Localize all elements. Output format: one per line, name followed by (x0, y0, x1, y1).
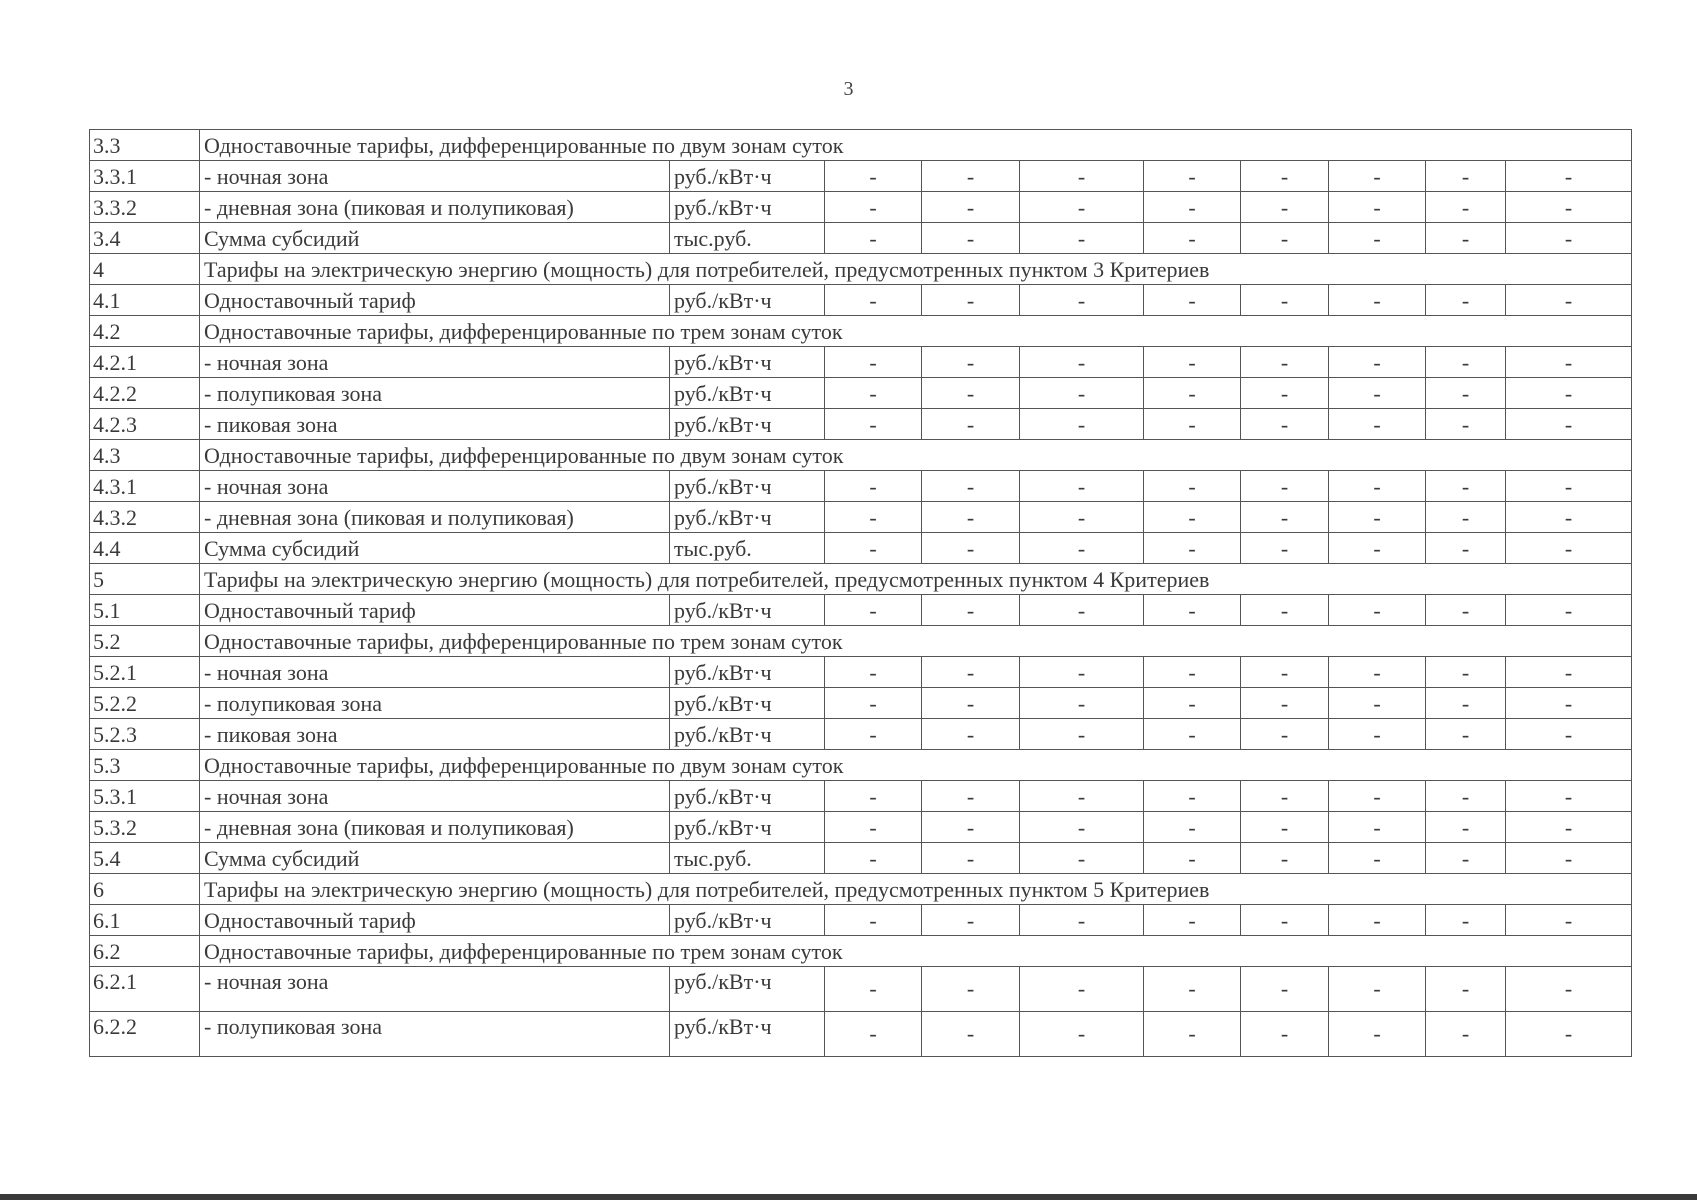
value-cell: - (1506, 409, 1632, 440)
row-number: 3.3 (90, 130, 200, 161)
value-cell: - (1426, 719, 1506, 750)
table-row (90, 223, 1632, 254)
value-cell: - (1144, 192, 1241, 223)
value-cell: - (825, 378, 922, 409)
row-number: 5.2.2 (90, 688, 200, 719)
row-label: - ночная зона (200, 967, 670, 1012)
table-row (90, 812, 1632, 843)
row-number: 4.2.2 (90, 378, 200, 409)
section-title: Одноставочные тарифы, дифференцированные по трем зонам суток (200, 626, 1632, 657)
row-number: 5.2.1 (90, 657, 200, 688)
row-unit: руб./кВт·ч (670, 347, 825, 378)
row-number: 4 (90, 254, 200, 285)
value-cell: - (1506, 192, 1632, 223)
table-row (90, 533, 1632, 564)
value-cell: - (1329, 595, 1426, 626)
value-cell: - (1020, 471, 1144, 502)
row-label: - ночная зона (200, 471, 670, 502)
row-number: 5.1 (90, 595, 200, 626)
value-cell: - (1426, 347, 1506, 378)
value-cell: - (1426, 688, 1506, 719)
value-cell: - (1144, 657, 1241, 688)
value-cell: - (922, 719, 1020, 750)
value-cell: - (1329, 719, 1426, 750)
value-cell: - (825, 192, 922, 223)
section-row (90, 750, 1632, 781)
value-cell: - (1426, 533, 1506, 564)
value-cell: - (1329, 657, 1426, 688)
row-number: 4.3.1 (90, 471, 200, 502)
value-cell: - (825, 905, 922, 936)
row-label: - полупиковая зона (200, 688, 670, 719)
value-cell: - (1144, 502, 1241, 533)
row-unit: руб./кВт·ч (670, 378, 825, 409)
value-cell: - (1329, 223, 1426, 254)
section-row (90, 254, 1632, 285)
value-cell: - (1020, 657, 1144, 688)
value-cell: - (1144, 595, 1241, 626)
row-unit: руб./кВт·ч (670, 192, 825, 223)
value-cell: - (922, 657, 1020, 688)
row-number: 4.2.3 (90, 409, 200, 440)
table-row (90, 161, 1632, 192)
row-label: - полупиковая зона (200, 378, 670, 409)
row-unit: руб./кВт·ч (670, 471, 825, 502)
row-unit: руб./кВт·ч (670, 161, 825, 192)
value-cell: - (1144, 409, 1241, 440)
value-cell: - (1020, 378, 1144, 409)
row-label: - ночная зона (200, 657, 670, 688)
value-cell: - (1241, 161, 1329, 192)
value-cell: - (922, 781, 1020, 812)
section-row (90, 936, 1632, 967)
value-cell: - (1426, 409, 1506, 440)
value-cell: - (1506, 657, 1632, 688)
value-cell: - (825, 781, 922, 812)
row-number: 4.3 (90, 440, 200, 471)
value-cell: - (1426, 502, 1506, 533)
value-cell: - (1426, 595, 1506, 626)
table-row (90, 657, 1632, 688)
value-cell: - (922, 1012, 1020, 1057)
value-cell: - (1426, 223, 1506, 254)
value-cell: - (1020, 161, 1144, 192)
table-row (90, 843, 1632, 874)
section-title: Одноставочные тарифы, дифференцированные по двум зонам суток (200, 750, 1632, 781)
value-cell: - (1144, 688, 1241, 719)
row-number: 5.3.1 (90, 781, 200, 812)
value-cell: - (922, 905, 1020, 936)
row-number: 3.3.1 (90, 161, 200, 192)
value-cell: - (1506, 719, 1632, 750)
table-row (90, 347, 1632, 378)
value-cell: - (1506, 688, 1632, 719)
value-cell: - (1144, 1012, 1241, 1057)
value-cell: - (922, 812, 1020, 843)
row-unit: руб./кВт·ч (670, 781, 825, 812)
table-row (90, 1012, 1632, 1057)
value-cell: - (1426, 285, 1506, 316)
value-cell: - (1506, 347, 1632, 378)
value-cell: - (1020, 1012, 1144, 1057)
row-label: - дневная зона (пиковая и полупиковая) (200, 192, 670, 223)
value-cell: - (1506, 905, 1632, 936)
value-cell: - (1241, 347, 1329, 378)
value-cell: - (922, 843, 1020, 874)
value-cell: - (1329, 502, 1426, 533)
value-cell: - (1144, 161, 1241, 192)
value-cell: - (1020, 905, 1144, 936)
value-cell: - (1506, 223, 1632, 254)
value-cell: - (1329, 192, 1426, 223)
value-cell: - (1426, 378, 1506, 409)
value-cell: - (825, 843, 922, 874)
value-cell: - (1329, 533, 1426, 564)
value-cell: - (825, 967, 922, 1012)
value-cell: - (1506, 595, 1632, 626)
value-cell: - (1329, 843, 1426, 874)
row-number: 5 (90, 564, 200, 595)
table-row (90, 502, 1632, 533)
value-cell: - (1241, 719, 1329, 750)
row-label: - пиковая зона (200, 409, 670, 440)
value-cell: - (1144, 719, 1241, 750)
value-cell: - (1241, 378, 1329, 409)
bottom-rule (0, 1194, 1697, 1200)
value-cell: - (922, 192, 1020, 223)
value-cell: - (1329, 378, 1426, 409)
value-cell: - (1506, 843, 1632, 874)
row-unit: тыс.руб. (670, 843, 825, 874)
value-cell: - (1241, 905, 1329, 936)
row-number: 4.1 (90, 285, 200, 316)
value-cell: - (1144, 471, 1241, 502)
section-title: Одноставочные тарифы, дифференцированные по трем зонам суток (200, 316, 1632, 347)
value-cell: - (922, 688, 1020, 719)
row-unit: руб./кВт·ч (670, 812, 825, 843)
section-row (90, 564, 1632, 595)
value-cell: - (1241, 781, 1329, 812)
value-cell: - (825, 595, 922, 626)
table-row (90, 285, 1632, 316)
row-number: 5.3 (90, 750, 200, 781)
value-cell: - (1144, 781, 1241, 812)
value-cell: - (1241, 812, 1329, 843)
value-cell: - (1020, 502, 1144, 533)
row-number: 5.3.2 (90, 812, 200, 843)
row-number: 5.4 (90, 843, 200, 874)
value-cell: - (1241, 285, 1329, 316)
section-title: Тарифы на электрическую энергию (мощность) для потребителей, предусмотренных пунктом 3 Критериев (200, 254, 1632, 285)
value-cell: - (825, 347, 922, 378)
value-cell: - (1144, 285, 1241, 316)
value-cell: - (922, 285, 1020, 316)
row-label: - ночная зона (200, 781, 670, 812)
row-number: 6.2.2 (90, 1012, 200, 1057)
value-cell: - (1020, 285, 1144, 316)
value-cell: - (1329, 812, 1426, 843)
value-cell: - (1329, 967, 1426, 1012)
value-cell: - (1144, 347, 1241, 378)
section-title: Тарифы на электрическую энергию (мощность) для потребителей, предусмотренных пунктом 5 Критериев (200, 874, 1632, 905)
row-number: 3.3.2 (90, 192, 200, 223)
row-number: 6 (90, 874, 200, 905)
row-label: - ночная зона (200, 161, 670, 192)
value-cell: - (1426, 471, 1506, 502)
value-cell: - (1506, 502, 1632, 533)
value-cell: - (1241, 967, 1329, 1012)
value-cell: - (922, 502, 1020, 533)
value-cell: - (1020, 781, 1144, 812)
value-cell: - (825, 471, 922, 502)
value-cell: - (1241, 657, 1329, 688)
row-unit: руб./кВт·ч (670, 719, 825, 750)
row-unit: руб./кВт·ч (670, 657, 825, 688)
table-row (90, 967, 1632, 1012)
row-label: - полупиковая зона (200, 1012, 670, 1057)
value-cell: - (1426, 843, 1506, 874)
value-cell: - (1426, 1012, 1506, 1057)
value-cell: - (1329, 347, 1426, 378)
value-cell: - (1506, 967, 1632, 1012)
value-cell: - (825, 285, 922, 316)
row-label: - дневная зона (пиковая и полупиковая) (200, 812, 670, 843)
value-cell: - (1241, 843, 1329, 874)
value-cell: - (1506, 812, 1632, 843)
table-row (90, 192, 1632, 223)
value-cell: - (825, 657, 922, 688)
value-cell: - (1144, 378, 1241, 409)
value-cell: - (825, 719, 922, 750)
table-row (90, 781, 1632, 812)
row-label: Одноставочный тариф (200, 285, 670, 316)
value-cell: - (1506, 533, 1632, 564)
row-number: 4.2 (90, 316, 200, 347)
row-unit: руб./кВт·ч (670, 688, 825, 719)
value-cell: - (825, 409, 922, 440)
row-unit: руб./кВт·ч (670, 905, 825, 936)
value-cell: - (825, 533, 922, 564)
value-cell: - (1506, 285, 1632, 316)
table-row (90, 688, 1632, 719)
value-cell: - (825, 1012, 922, 1057)
value-cell: - (1241, 595, 1329, 626)
value-cell: - (1426, 812, 1506, 843)
value-cell: - (1241, 223, 1329, 254)
row-number: 6.2.1 (90, 967, 200, 1012)
table-row (90, 471, 1632, 502)
value-cell: - (825, 688, 922, 719)
value-cell: - (1020, 347, 1144, 378)
page-number: 3 (843, 78, 854, 100)
section-row (90, 874, 1632, 905)
row-unit: руб./кВт·ч (670, 502, 825, 533)
value-cell: - (1241, 471, 1329, 502)
value-cell: - (1506, 1012, 1632, 1057)
value-cell: - (1020, 967, 1144, 1012)
section-title: Одноставочные тарифы, дифференцированные по трем зонам суток (200, 936, 1632, 967)
value-cell: - (1020, 843, 1144, 874)
value-cell: - (1329, 905, 1426, 936)
row-number: 4.3.2 (90, 502, 200, 533)
value-cell: - (1144, 533, 1241, 564)
row-number: 4.4 (90, 533, 200, 564)
value-cell: - (1144, 905, 1241, 936)
value-cell: - (1020, 595, 1144, 626)
value-cell: - (922, 378, 1020, 409)
value-cell: - (1144, 812, 1241, 843)
row-label: - дневная зона (пиковая и полупиковая) (200, 502, 670, 533)
row-number: 3.4 (90, 223, 200, 254)
value-cell: - (922, 595, 1020, 626)
value-cell: - (1020, 409, 1144, 440)
value-cell: - (1241, 1012, 1329, 1057)
row-label: Одноставочный тариф (200, 595, 670, 626)
value-cell: - (1241, 192, 1329, 223)
row-unit: руб./кВт·ч (670, 409, 825, 440)
value-cell: - (1506, 781, 1632, 812)
value-cell: - (1506, 161, 1632, 192)
value-cell: - (1020, 223, 1144, 254)
value-cell: - (1144, 967, 1241, 1012)
row-label: Сумма субсидий (200, 223, 670, 254)
section-title: Тарифы на электрическую энергию (мощность) для потребителей, предусмотренных пунктом 4 Критериев (200, 564, 1632, 595)
value-cell: - (922, 967, 1020, 1012)
value-cell: - (922, 409, 1020, 440)
row-unit: руб./кВт·ч (670, 285, 825, 316)
value-cell: - (1144, 843, 1241, 874)
section-title: Одноставочные тарифы, дифференцированные по двум зонам суток (200, 440, 1632, 471)
section-row (90, 130, 1632, 161)
row-label: - ночная зона (200, 347, 670, 378)
value-cell: - (1020, 812, 1144, 843)
value-cell: - (1329, 781, 1426, 812)
value-cell: - (825, 161, 922, 192)
value-cell: - (1144, 223, 1241, 254)
value-cell: - (1020, 192, 1144, 223)
row-number: 6.2 (90, 936, 200, 967)
tariff-table-body (90, 130, 1632, 1057)
row-number: 4.2.1 (90, 347, 200, 378)
value-cell: - (1020, 533, 1144, 564)
row-number: 5.2 (90, 626, 200, 657)
row-unit: руб./кВт·ч (670, 1012, 825, 1057)
value-cell: - (1506, 378, 1632, 409)
row-label: Сумма субсидий (200, 843, 670, 874)
row-label: Одноставочный тариф (200, 905, 670, 936)
table-row (90, 409, 1632, 440)
row-unit: тыс.руб. (670, 223, 825, 254)
table-row (90, 595, 1632, 626)
section-row (90, 626, 1632, 657)
row-label: Сумма субсидий (200, 533, 670, 564)
value-cell: - (1241, 409, 1329, 440)
row-unit: руб./кВт·ч (670, 595, 825, 626)
value-cell: - (1426, 192, 1506, 223)
section-row (90, 316, 1632, 347)
value-cell: - (1426, 657, 1506, 688)
table-row (90, 719, 1632, 750)
value-cell: - (1020, 719, 1144, 750)
value-cell: - (825, 812, 922, 843)
value-cell: - (1329, 409, 1426, 440)
value-cell: - (1329, 1012, 1426, 1057)
section-title: Одноставочные тарифы, дифференцированные по двум зонам суток (200, 130, 1632, 161)
section-row (90, 440, 1632, 471)
row-number: 6.1 (90, 905, 200, 936)
value-cell: - (922, 347, 1020, 378)
value-cell: - (1426, 161, 1506, 192)
value-cell: - (1329, 161, 1426, 192)
value-cell: - (1241, 502, 1329, 533)
value-cell: - (1506, 471, 1632, 502)
value-cell: - (825, 502, 922, 533)
value-cell: - (922, 471, 1020, 502)
row-unit: руб./кВт·ч (670, 967, 825, 1012)
value-cell: - (1329, 285, 1426, 316)
table-row (90, 905, 1632, 936)
value-cell: - (1329, 688, 1426, 719)
table-row (90, 378, 1632, 409)
value-cell: - (1426, 781, 1506, 812)
value-cell: - (1426, 967, 1506, 1012)
value-cell: - (1241, 533, 1329, 564)
value-cell: - (922, 161, 1020, 192)
value-cell: - (825, 223, 922, 254)
value-cell: - (1241, 688, 1329, 719)
value-cell: - (1020, 688, 1144, 719)
row-unit: тыс.руб. (670, 533, 825, 564)
row-label: - пиковая зона (200, 719, 670, 750)
value-cell: - (922, 223, 1020, 254)
value-cell: - (922, 533, 1020, 564)
value-cell: - (1426, 905, 1506, 936)
value-cell: - (1329, 471, 1426, 502)
tariff-table (89, 129, 1632, 1057)
row-number: 5.2.3 (90, 719, 200, 750)
